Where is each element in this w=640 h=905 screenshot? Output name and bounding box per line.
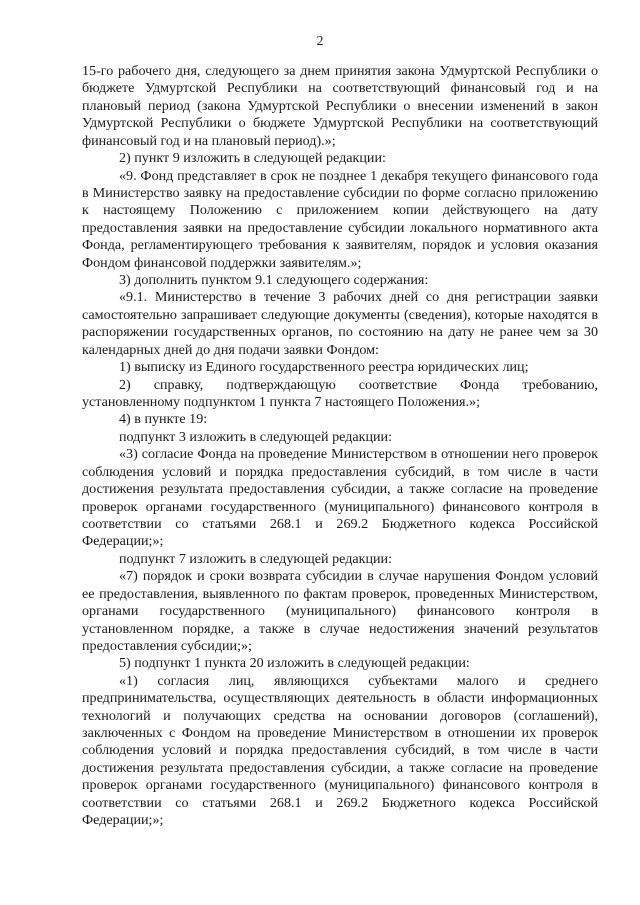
document-paragraph: подпункт 7 изложить в следующей редакции: (119, 550, 393, 567)
document-paragraph: 1) выписку из Единого государственного реестра юридических лиц; (119, 359, 529, 376)
document-paragraph: «1) согласия лиц, являющихся субъектами малого и среднего предпринимательства, осуществляющих деятельность в области информационных технологий и получающих средства на основании договоров (соглашений), заключенных с Фондом на проведение Министерством в отношении их проверок соблюдения условий и порядка предоставления субсидий, в том числе в части достижения результата предоставления субсидии, а также согласие на проведение проверок органами государственного (муниципального) финансового контроля в соответствии со статьями 268.1 и 269.2 Бюджетного кодекса Российской Федерации;»; (82, 672, 598, 829)
document-paragraph: «9.1. Министерство в течение 3 рабочих дней со дня регистрации заявки самостоятельно запрашивает следующие документы (сведения), которые находятся в распоряжении государственных органов, по состоянию на дату не ранее чем за 30 календарных дней до дня подачи заявки Фондом: (82, 289, 598, 358)
document-paragraph: 2) пункт 9 изложить в следующей редакции: (119, 150, 386, 167)
document-paragraph: 2) справку, подтверждающую соответствие Фонда требованию, установленному подпунктом 1 пункта 7 настоящего Положения.»; (82, 376, 598, 411)
document-paragraph: «9. Фонд представляет в срок не позднее 1 декабря текущего финансового года в Министерство заявку на предоставление субсидии по форме согласно приложению к настоящему Положению с приложением копии действующего на дату предоставления заявки на предоставление субсидии локального нормативного акта Фонда, регламентирующего требования к заявителям, порядок и условия оказания Фондом финансовой поддержки заявителям.»; (82, 167, 598, 271)
document-paragraph: 5) подпункт 1 пункта 20 изложить в следующей редакции: (119, 655, 470, 672)
page-number: 2 (316, 34, 324, 49)
document-paragraph: «7) порядок и сроки возврата субсидии в случае нарушения Фондом условий ее предоставления, выявленного по фактам проверок, проведенных Министерством, органами государственного (муниципального) финансового контроля в установленном порядке, а также в случае недостижения значений результатов предоставления субсидии;»; (82, 568, 598, 654)
document-paragraph: 4) в пункте 19: (119, 411, 208, 428)
document-paragraph: 3) дополнить пунктом 9.1 следующего содержания: (119, 272, 429, 289)
document-paragraph: подпункт 3 изложить в следующей редакции: (119, 428, 393, 445)
document-paragraph: 15-го рабочего дня, следующего за днем принятия закона Удмуртской Республики о бюджете Удмуртской Республики на соответствующий финансовый год и на плановый период (закона Удмуртской Республики о внесении изменений в закон Удмуртской Республики о бюджете Удмуртской Республики на соответствующий финансовый год и на плановый период).»; (82, 63, 598, 149)
document-paragraph: «3) согласие Фонда на проведение Министерством в отношении него проверок соблюдения условий и порядка предоставления субсидий, в том числе в части достижения результата предоставления субсидии, а также согласие на проведение проверок органами государственного (муниципального) финансового контроля в соответствии со статьями 268.1 и 269.2 Бюджетного кодекса Российской Федерации;»; (82, 446, 598, 550)
document-body (82, 63, 598, 830)
